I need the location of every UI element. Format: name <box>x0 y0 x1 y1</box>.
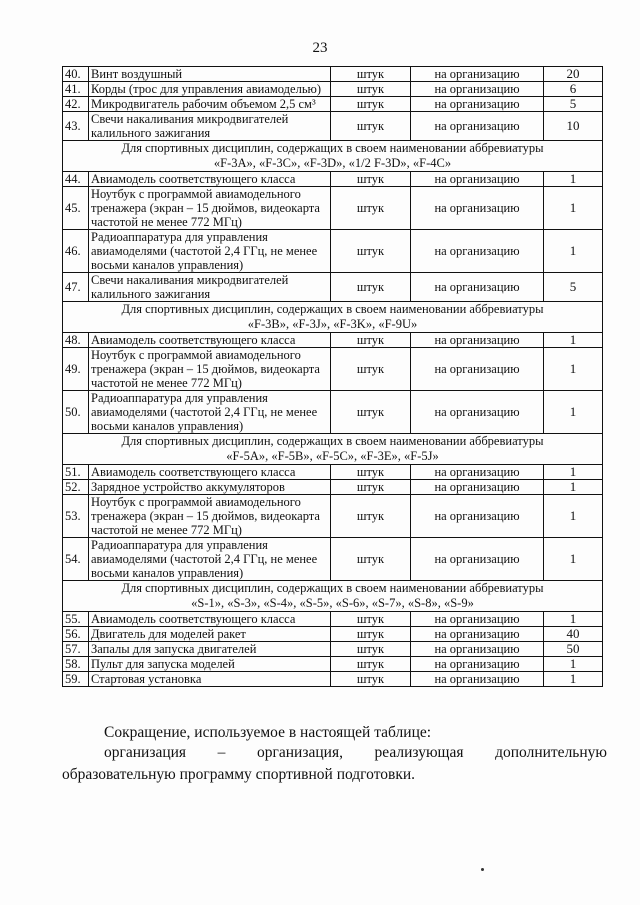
section-header-line1: Для спортивных дисциплин, содержащих в своем наименовании аббревиатуры <box>121 141 544 155</box>
section-header-line2: «S-1», «S-3», «S-4», «S-5», «S-6», «S-7», «S-8», «S-9» <box>191 596 474 610</box>
quantity-cell: 10 <box>544 112 603 141</box>
unit-cell: штук <box>331 495 411 538</box>
unit-cell: штук <box>331 480 411 495</box>
section-header-cell <box>63 302 603 333</box>
table-row <box>63 657 603 672</box>
table-row <box>63 273 603 302</box>
section-header-line2: «F-5A», «F-5B», «F-5C», «F-3E», «F-5J» <box>226 449 439 463</box>
table-row <box>63 172 603 187</box>
quantity-cell: 5 <box>544 97 603 112</box>
quantity-cell: 1 <box>544 172 603 187</box>
item-number-cell: 53. <box>63 495 89 538</box>
item-number-cell: 59. <box>63 672 89 687</box>
item-number-cell: 43. <box>63 112 89 141</box>
item-name-cell: Стартовая установка <box>89 672 331 687</box>
item-name-cell: Радиоаппаратура для управления авиамоделями (частотой 2,4 ГГц, не менее восьми каналов управления) <box>89 538 331 581</box>
footnote-text: организация – организация, реализующая дополнительную образовательную программу спортивной подготовки. <box>62 744 607 783</box>
basis-cell: на организацию <box>411 187 544 230</box>
table-body <box>63 67 603 687</box>
unit-cell: штук <box>331 67 411 82</box>
basis-cell: на организацию <box>411 273 544 302</box>
item-name-cell: Ноутбук с программой авиамодельного тренажера (экран – 15 дюймов, видеокарта частотой не менее 772 МГц) <box>89 187 331 230</box>
item-name-cell: Корды (трос для управления авиамоделью) <box>89 82 331 97</box>
quantity-cell: 1 <box>544 480 603 495</box>
basis-cell: на организацию <box>411 672 544 687</box>
unit-cell: штук <box>331 187 411 230</box>
item-number-cell: 47. <box>63 273 89 302</box>
item-number-cell: 48. <box>63 333 89 348</box>
table-row <box>63 333 603 348</box>
unit-cell: штук <box>331 627 411 642</box>
basis-cell: на организацию <box>411 97 544 112</box>
section-header-cell <box>63 141 603 172</box>
unit-cell: штук <box>331 657 411 672</box>
item-name-cell: Авиамодель соответствующего класса <box>89 465 331 480</box>
item-number-cell: 49. <box>63 348 89 391</box>
table-row <box>63 97 603 112</box>
item-number-cell: 54. <box>63 538 89 581</box>
item-number-cell: 42. <box>63 97 89 112</box>
unit-cell: штук <box>331 642 411 657</box>
item-number-cell: 45. <box>63 187 89 230</box>
equipment-table <box>62 66 603 687</box>
item-name-cell: Авиамодель соответствующего класса <box>89 333 331 348</box>
section-header-line1: Для спортивных дисциплин, содержащих в своем наименовании аббревиатуры <box>121 581 544 595</box>
unit-cell: штук <box>331 465 411 480</box>
item-number-cell: 46. <box>63 230 89 273</box>
unit-cell: штук <box>331 348 411 391</box>
item-name-cell: Свечи накаливания микродвигателей калильного зажигания <box>89 273 331 302</box>
basis-cell: на организацию <box>411 538 544 581</box>
section-header-cell <box>63 581 603 612</box>
table-row <box>63 82 603 97</box>
item-number-cell: 58. <box>63 657 89 672</box>
unit-cell: штук <box>331 172 411 187</box>
quantity-cell: 20 <box>544 67 603 82</box>
basis-cell: на организацию <box>411 333 544 348</box>
basis-cell: на организацию <box>411 82 544 97</box>
item-number-cell: 50. <box>63 391 89 434</box>
quantity-cell: 50 <box>544 642 603 657</box>
footnote-heading: Сокращение, используемое в настоящей таблице: <box>104 724 432 741</box>
item-number-cell: 41. <box>63 82 89 97</box>
section-header-row <box>63 581 603 612</box>
item-name-cell: Радиоаппаратура для управления авиамоделями (частотой 2,4 ГГц, не менее восьми каналов управления) <box>89 230 331 273</box>
table-row <box>63 480 603 495</box>
quantity-cell: 1 <box>544 612 603 627</box>
table-row <box>63 67 603 82</box>
quantity-cell: 6 <box>544 82 603 97</box>
table-row <box>63 465 603 480</box>
unit-cell: штук <box>331 230 411 273</box>
page-mark <box>481 868 484 871</box>
table-row <box>63 230 603 273</box>
unit-cell: штук <box>331 97 411 112</box>
section-header-line2: «F-3B», «F-3J», «F-3K», «F-9U» <box>247 317 418 331</box>
item-number-cell: 40. <box>63 67 89 82</box>
basis-cell: на организацию <box>411 172 544 187</box>
section-header-line1: Для спортивных дисциплин, содержащих в своем наименовании аббревиатуры <box>121 302 544 316</box>
basis-cell: на организацию <box>411 657 544 672</box>
basis-cell: на организацию <box>411 112 544 141</box>
basis-cell: на организацию <box>411 627 544 642</box>
item-name-cell: Двигатель для моделей ракет <box>89 627 331 642</box>
item-number-cell: 52. <box>63 480 89 495</box>
item-name-cell: Свечи накаливания микродвигателей калильного зажигания <box>89 112 331 141</box>
quantity-cell: 1 <box>544 495 603 538</box>
quantity-cell: 1 <box>544 391 603 434</box>
table-row <box>63 642 603 657</box>
unit-cell: штук <box>331 82 411 97</box>
unit-cell: штук <box>331 273 411 302</box>
table-row <box>63 672 603 687</box>
quantity-cell: 40 <box>544 627 603 642</box>
table-row <box>63 612 603 627</box>
item-number-cell: 44. <box>63 172 89 187</box>
quantity-cell: 1 <box>544 187 603 230</box>
basis-cell: на организацию <box>411 230 544 273</box>
basis-cell: на организацию <box>411 391 544 434</box>
quantity-cell: 1 <box>544 657 603 672</box>
unit-cell: штук <box>331 672 411 687</box>
unit-cell: штук <box>331 333 411 348</box>
basis-cell: на организацию <box>411 348 544 391</box>
table-row <box>63 112 603 141</box>
section-header-line2: «F-3A», «F-3C», «F-3D», «1/2 F-3D», «F-4C» <box>213 156 452 170</box>
unit-cell: штук <box>331 612 411 627</box>
item-number-cell: 56. <box>63 627 89 642</box>
item-name-cell: Винт воздушный <box>89 67 331 82</box>
item-name-cell: Микродвигатель рабочим объемом 2,5 см³ <box>89 97 331 112</box>
table-row <box>63 187 603 230</box>
basis-cell: на организацию <box>411 612 544 627</box>
table-row <box>63 348 603 391</box>
basis-cell: на организацию <box>411 67 544 82</box>
quantity-cell: 1 <box>544 230 603 273</box>
item-name-cell: Ноутбук с программой авиамодельного тренажера (экран – 15 дюймов, видеокарта частотой не менее 772 МГц) <box>89 348 331 391</box>
unit-cell: штук <box>331 112 411 141</box>
quantity-cell: 1 <box>544 333 603 348</box>
section-header-row <box>63 434 603 465</box>
table-row <box>63 391 603 434</box>
unit-cell: штук <box>331 538 411 581</box>
item-name-cell: Радиоаппаратура для управления авиамоделями (частотой 2,4 ГГц, не менее восьми каналов управления) <box>89 391 331 434</box>
section-header-row <box>63 302 603 333</box>
page-number: 23 <box>312 40 328 56</box>
item-name-cell: Авиамодель соответствующего класса <box>89 172 331 187</box>
unit-cell: штук <box>331 391 411 434</box>
basis-cell: на организацию <box>411 642 544 657</box>
item-number-cell: 55. <box>63 612 89 627</box>
basis-cell: на организацию <box>411 465 544 480</box>
section-header-row <box>63 141 603 172</box>
item-number-cell: 57. <box>63 642 89 657</box>
item-number-cell: 51. <box>63 465 89 480</box>
basis-cell: на организацию <box>411 495 544 538</box>
item-name-cell: Пульт для запуска моделей <box>89 657 331 672</box>
quantity-cell: 1 <box>544 348 603 391</box>
item-name-cell: Запалы для запуска двигателей <box>89 642 331 657</box>
section-header-cell <box>63 434 603 465</box>
quantity-cell: 1 <box>544 538 603 581</box>
quantity-cell: 5 <box>544 273 603 302</box>
table-row <box>63 627 603 642</box>
item-name-cell: Зарядное устройство аккумуляторов <box>89 480 331 495</box>
quantity-cell: 1 <box>544 672 603 687</box>
item-name-cell: Ноутбук с программой авиамодельного тренажера (экран – 15 дюймов, видеокарта частотой не менее 772 МГц) <box>89 495 331 538</box>
item-name-cell: Авиамодель соответствующего класса <box>89 612 331 627</box>
section-header-line1: Для спортивных дисциплин, содержащих в своем наименовании аббревиатуры <box>121 434 544 448</box>
quantity-cell: 1 <box>544 465 603 480</box>
basis-cell: на организацию <box>411 480 544 495</box>
table-row <box>63 495 603 538</box>
table-row <box>63 538 603 581</box>
